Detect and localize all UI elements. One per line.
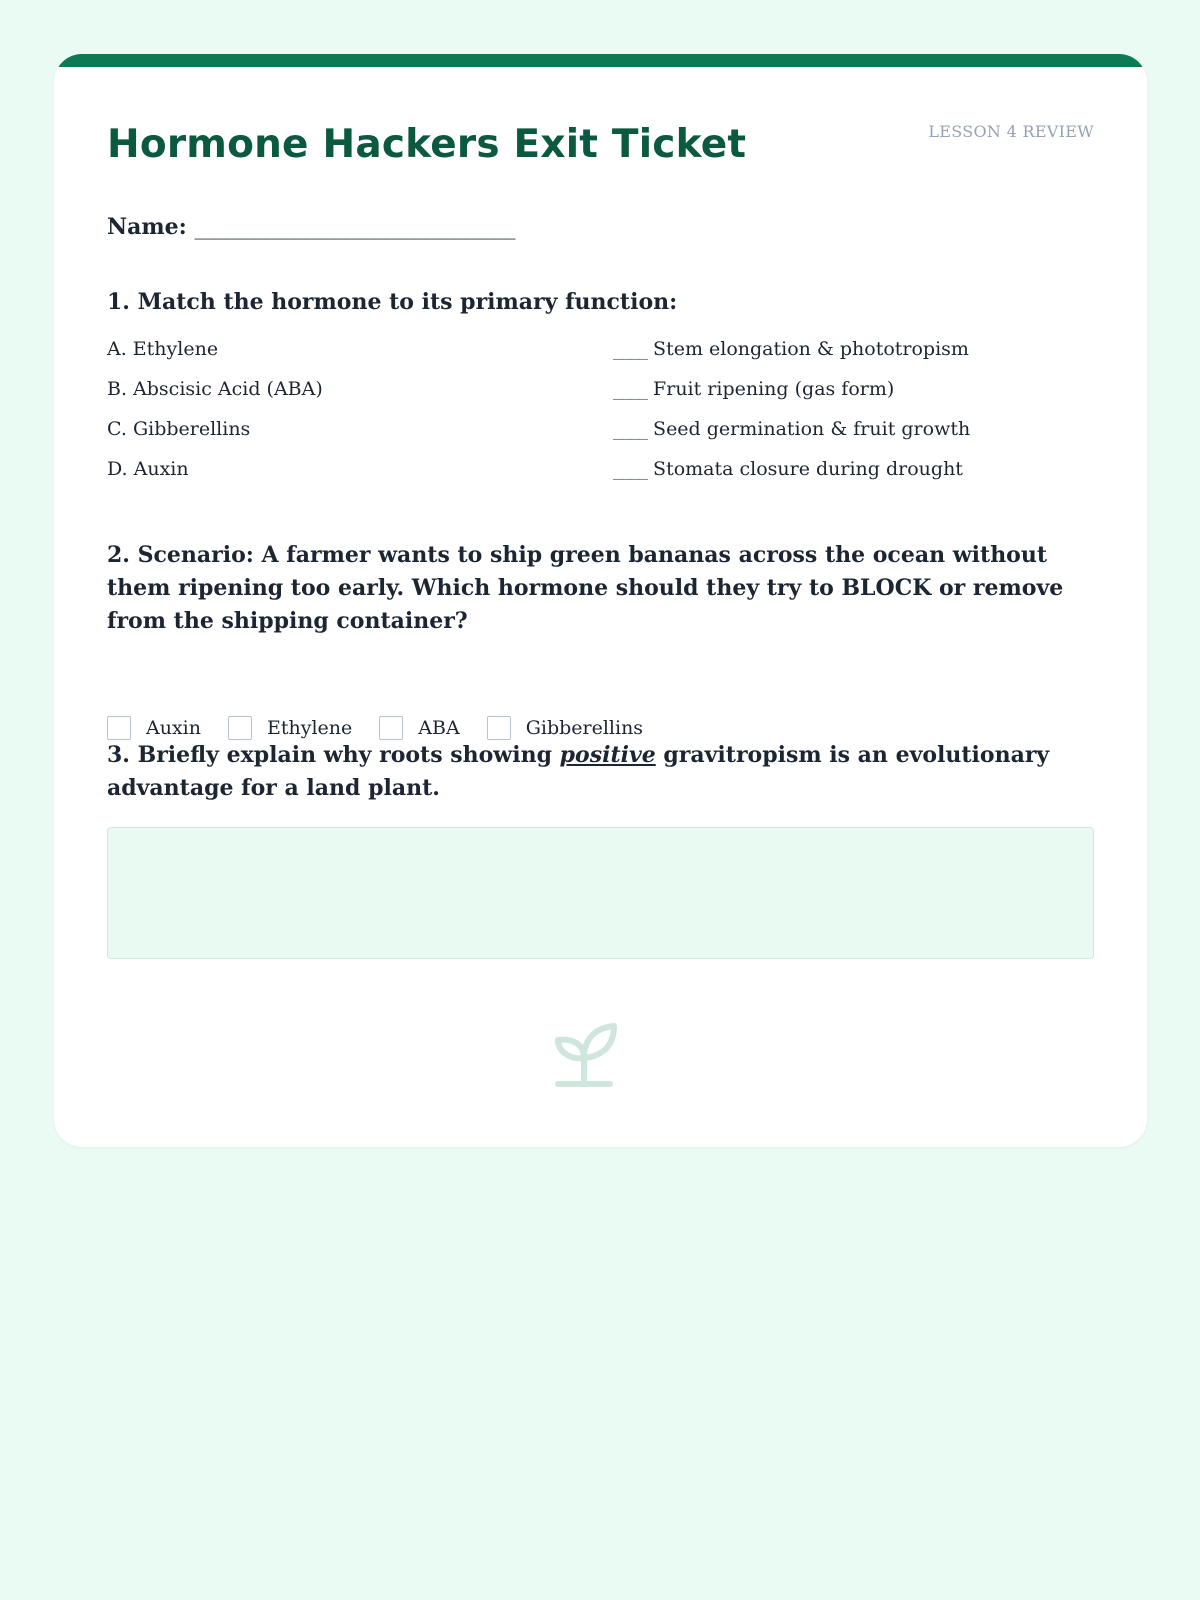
page-title: Hormone Hackers Exit Ticket — [107, 122, 747, 167]
worksheet-card — [54, 54, 1147, 1147]
sprout-icon — [552, 1018, 624, 1090]
function-item — [613, 378, 894, 400]
option-aba[interactable] — [379, 716, 459, 740]
answer-textarea[interactable] — [107, 827, 1094, 959]
name-field[interactable] — [107, 214, 514, 240]
function-label: Stem elongation & phototropism — [653, 338, 969, 360]
checkbox[interactable] — [487, 716, 511, 740]
option-auxin[interactable] — [107, 716, 201, 740]
name-blank[interactable]: ________________________________ — [194, 215, 515, 240]
function-label: Seed germination & fruit growth — [653, 418, 971, 440]
question-2-options — [107, 714, 670, 742]
hormone-item: C. Gibberellins — [107, 418, 251, 440]
name-label: Name: — [107, 214, 187, 240]
option-label: ABA — [418, 717, 460, 739]
card-accent-bar — [54, 54, 1147, 67]
question-3-prompt — [107, 739, 1094, 805]
answer-blank[interactable]: ____ — [613, 338, 647, 360]
question-1-prompt: 1. Match the hormone to its primary function: — [107, 289, 678, 315]
option-gibberellins[interactable] — [487, 716, 643, 740]
match-row — [107, 338, 1094, 378]
matching-list — [107, 338, 1094, 498]
question-3-prompt-end: gravitropism is an evolutionary advantage for a land plant. — [107, 742, 1050, 801]
function-item — [613, 338, 969, 360]
function-label: Stomata closure during drought — [653, 458, 963, 480]
option-ethylene[interactable] — [228, 716, 352, 740]
checkbox[interactable] — [228, 716, 252, 740]
match-row — [107, 418, 1094, 458]
function-item — [613, 458, 963, 480]
answer-blank[interactable]: ____ — [613, 378, 647, 400]
hormone-item: A. Ethylene — [107, 338, 219, 360]
question-3-emphasis: positive — [559, 742, 656, 768]
function-label: Fruit ripening (gas form) — [653, 378, 895, 400]
question-3-prompt-start: 3. Briefly explain why roots showing — [107, 742, 560, 768]
option-label: Ethylene — [267, 717, 353, 739]
answer-blank[interactable]: ____ — [613, 418, 647, 440]
match-row — [107, 378, 1094, 418]
option-label: Gibberellins — [525, 717, 644, 739]
match-row — [107, 458, 1094, 498]
function-item — [613, 418, 970, 440]
option-label: Auxin — [146, 717, 201, 739]
question-2-prompt: 2. Scenario: A farmer wants to ship green bananas across the ocean without them ripening too early. Which hormone should they try to BLOCK or remove from the shipping container? — [107, 542, 1064, 634]
checkbox[interactable] — [379, 716, 403, 740]
lesson-tag: LESSON 4 REVIEW — [928, 122, 1094, 141]
hormone-item: D. Auxin — [107, 458, 189, 480]
checkbox[interactable] — [107, 716, 131, 740]
hormone-item: B. Abscisic Acid (ABA) — [107, 378, 323, 400]
answer-blank[interactable]: ____ — [613, 458, 647, 480]
